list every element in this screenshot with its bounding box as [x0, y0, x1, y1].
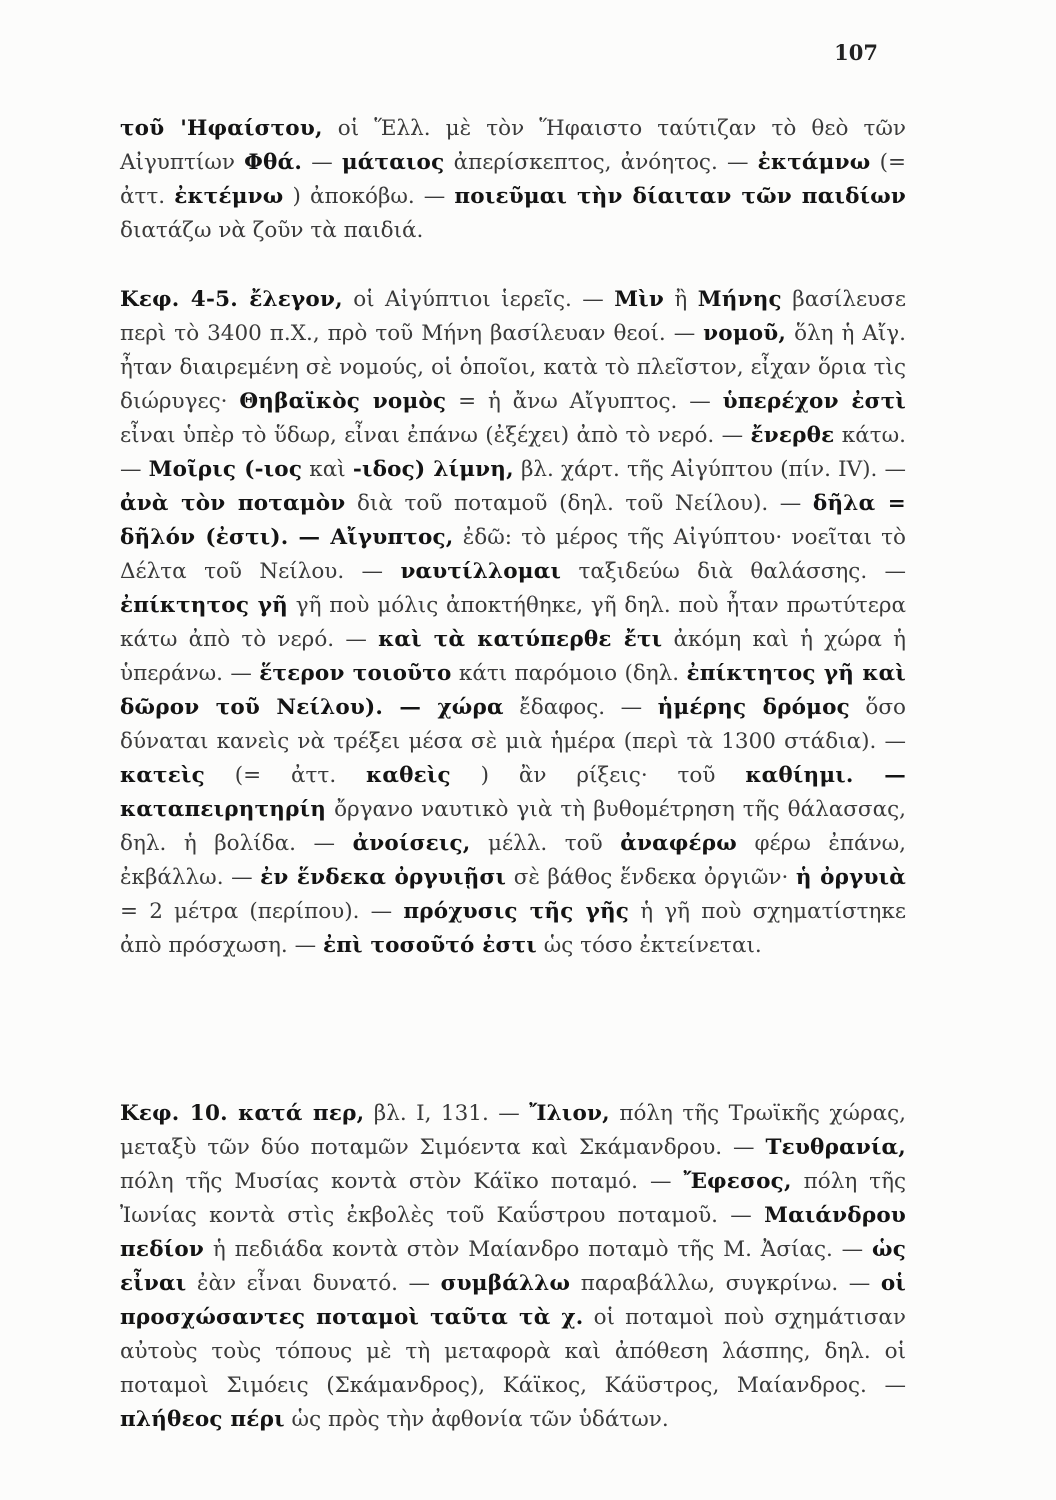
- gloss-text: ὡς τόσο ἐκτείνεται.: [543, 933, 762, 958]
- gloss-text: ταξιδεύω διὰ θαλάσσης. —: [578, 559, 907, 584]
- gloss-text: βλ. χάρτ. τῆς Αἰγύπτου (πίν. IV). —: [520, 457, 906, 482]
- headword: Τευθρανία,: [765, 1135, 906, 1160]
- headword: ἐκτέμνω: [174, 184, 284, 209]
- gloss-text: ὅλη ἡ Αἴγ. ἦταν διαιρεμένη σὲ νομούς, οἱ ὁποῖοι, κατὰ τὸ πλεῖστον, εἶχαν ὅρια τὶς διώρυγες·: [120, 321, 906, 414]
- gloss-text: —: [311, 150, 333, 175]
- headword: δῆλα = δῆλόν (ἐστι). — Αἴγυπτος,: [120, 491, 906, 550]
- gloss-text: ἀπερίσκεπτος, ἀνόητος. —: [453, 150, 749, 175]
- headword: Μὶν: [614, 287, 664, 312]
- gloss-text: σὲ βάθος ἕνδεκα ὀργιῶν·: [513, 865, 789, 890]
- paragraph-vocabulary-1: [120, 112, 906, 248]
- page-number: 107: [834, 40, 878, 65]
- gloss-text: πόλη τῆς Τρωϊκῆς χώρας, μεταξὺ τῶν δύο ποταμῶν Σιμόεντα καὶ Σκάμανδρου. —: [120, 1101, 906, 1160]
- headword: ἀνὰ τὸν ποταμὸν: [120, 491, 346, 516]
- gloss-text: μέλλ. τοῦ: [488, 831, 603, 856]
- headword: Ἴλιον,: [529, 1101, 610, 1126]
- headword: καὶ τὰ κατύπερθε ἔτι: [378, 627, 663, 652]
- gloss-text: ) ἀποκόβω. —: [292, 184, 446, 209]
- headword: ἀναφέρω: [620, 831, 737, 856]
- headword: ποιεῦμαι τὴν δίαιταν τῶν παιδίων: [454, 184, 907, 209]
- headword: πλήθεος πέρι: [120, 1407, 285, 1432]
- headword: ἐπὶ τοσοῦτό ἐστι: [322, 933, 537, 958]
- headword: ἔνερθε: [750, 423, 835, 448]
- headword: ἀνοίσεις,: [352, 831, 471, 856]
- headword: κατεὶς: [120, 763, 205, 788]
- paragraph-chapter-4-5: [120, 283, 906, 963]
- headword: Κεφ. 4-5. ἔλεγον,: [120, 287, 343, 312]
- gloss-text: ὡς πρὸς τὴν ἀφθονία τῶν ὑδάτων.: [291, 1407, 669, 1432]
- gloss-text: ὅσο δύναται κανεὶς νὰ τρέξει μέσα σὲ μιὰ ἡμέρα (περὶ τὰ 1300 στάδια). —: [120, 695, 906, 754]
- headword: ἕτερον τοιοῦτο: [259, 661, 452, 686]
- gloss-text: (= ἀττ.: [234, 763, 337, 788]
- gloss-text: φέρω ἐπάνω, ἐκβάλλω. —: [120, 831, 907, 890]
- gloss-text: ἡ πεδιάδα κοντὰ στὸν Μαίανδρο ποταμὸ τῆς Μ. Ἀσίας. —: [212, 1237, 864, 1262]
- gloss-text: βασίλευσε περὶ τὸ 3400 π.Χ., πρὸ τοῦ Μήνη βασίλευαν θεοί. —: [120, 287, 907, 346]
- headword: συμβάλλω: [440, 1271, 571, 1296]
- headword: -ιδος) λίμνη,: [352, 457, 514, 482]
- headword: ὑπερέχον ἐστὶ: [722, 389, 906, 414]
- gloss-text: ἢ: [674, 287, 688, 312]
- gloss-text: πόλη τῆς Μυσίας κοντὰ στὸν Κάϊκο ποταμό. —: [120, 1169, 672, 1194]
- gloss-text: καὶ: [309, 457, 346, 482]
- headword: Φθά.: [244, 150, 303, 175]
- gloss-text: ἐὰν εἶναι δυνατό. —: [196, 1271, 431, 1296]
- headword: ὡς εἶναι: [120, 1237, 906, 1296]
- headword: ἐπίκτητος γῆ καὶ δῶρον τοῦ Νείλου). — χώρα: [120, 661, 906, 720]
- headword: καθεὶς: [366, 763, 451, 788]
- headword: ἡ ὀργυιὰ: [795, 865, 906, 890]
- gloss-text: βλ. I, 131. —: [373, 1101, 520, 1126]
- headword: καθίημι. — καταπειρητηρίη: [120, 763, 906, 822]
- headword: Μοῖρις (-ιος: [148, 457, 303, 482]
- headword: ἐν ἕνδεκα ὀργυιῇσι: [260, 865, 507, 890]
- headword: Ἔφεσος,: [683, 1169, 792, 1194]
- gloss-text: οἱ Αἰγύπτιοι ἱερεῖς. —: [353, 287, 604, 312]
- gloss-text: = 2 μέτρα (περίπου). —: [120, 899, 393, 924]
- gloss-text: ) ἂν ρίξεις· τοῦ: [480, 763, 716, 788]
- gloss-text: γῆ ποὺ μόλις ἀποκτήθηκε, γῆ δηλ. ποὺ ἦταν πρωτύτερα κάτω ἀπὸ τὸ νερό. —: [120, 593, 906, 652]
- headword: πρόχυσις τῆς γῆς: [403, 899, 630, 924]
- gloss-text: κάτι παρόμοιο (δηλ.: [458, 661, 680, 686]
- headword: νομοῦ,: [703, 321, 787, 346]
- headword: ἡμέρης δρόμος: [657, 695, 850, 720]
- gloss-text: ἔδαφος. —: [519, 695, 643, 720]
- headword: ἐπίκτητος γῆ: [120, 593, 288, 618]
- gloss-text: ἐδῶ: τὸ μέρος τῆς Αἰγύπτου· νοεῖται τὸ Δέλτα τοῦ Νείλου. —: [120, 525, 906, 584]
- gloss-text: πόλη τῆς Ἰωνίας κοντὰ στὶς ἐκβολὲς τοῦ Καΰστρου ποταμοῦ. —: [120, 1169, 906, 1228]
- headword: ἐκτάμνω: [757, 150, 871, 175]
- gloss-text: ἀκόμη καὶ ἡ χώρα ἡ ὑπεράνω. —: [120, 627, 907, 686]
- headword: μάταιος: [341, 150, 445, 175]
- headword: τοῦ 'Ηφαίστου,: [120, 116, 323, 141]
- gloss-text: = ἡ ἄνω Αἴγυπτος. —: [458, 389, 711, 414]
- gloss-text: παραβάλλω, συγκρίνω. —: [580, 1271, 871, 1296]
- gloss-text: διὰ τοῦ ποταμοῦ (δηλ. τοῦ Νείλου). —: [356, 491, 802, 516]
- gloss-text: (= ἀττ.: [120, 150, 906, 209]
- headword: οἱ προσχώσαντες ποταμοὶ ταῦτα τὰ χ.: [120, 1271, 906, 1330]
- headword: ναυτίλλομαι: [400, 559, 562, 584]
- gloss-text: οἱ Ἕλλ. μὲ τὸν Ἥφαιστο ταύτιζαν τὸ θεὸ τῶν Αἰγυπτίων: [120, 116, 907, 175]
- gloss-text: ὄργανο ναυτικὸ γιὰ τὴ βυθομέτρηση τῆς θάλασσας, δηλ. ἡ βολίδα. —: [120, 797, 906, 856]
- gloss-text: ἡ γῆ ποὺ σχηματίστηκε ἀπὸ πρόσχωση. —: [120, 899, 906, 958]
- paragraph-chapter-10: [120, 1097, 906, 1437]
- headword: Μήνης: [697, 287, 782, 312]
- gloss-text: διατάζω νὰ ζοῦν τὰ παιδιά.: [120, 218, 424, 243]
- headword: Μαιάνδρου πεδίον: [120, 1203, 906, 1262]
- headword: Θηβαϊκὸς νομὸς: [239, 389, 447, 414]
- gloss-text: κάτω. —: [120, 423, 906, 482]
- headword: Κεφ. 10. κατά περ,: [120, 1101, 365, 1126]
- gloss-text: εἶναι ὑπὲρ τὸ ὕδωρ, εἶναι ἐπάνω (ἐξέχει) ἀπὸ τὸ νερό. —: [120, 423, 744, 448]
- gloss-text: οἱ ποταμοὶ ποὺ σχημάτισαν αὐτοὺς τοὺς τόπους μὲ τὴ μεταφορὰ καὶ ἀπόθεση λάσπης, δηλ. οἱ ποταμοὶ Σιμόεις (Σκάμανδρος), Κάϊκος, Κάϋστρος, Μαίανδρος. —: [120, 1305, 906, 1398]
